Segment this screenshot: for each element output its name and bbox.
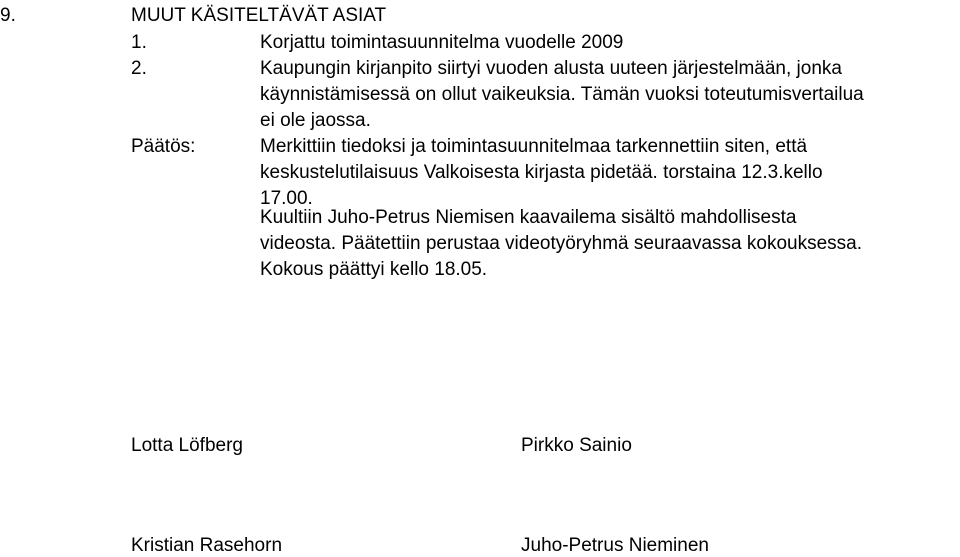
item-text-line: Kaupungin kirjanpito siirtyi vuoden alusta uuteen järjestelmään, jonka	[260, 58, 842, 79]
item-number: 2.	[131, 58, 147, 79]
decision-text-line: Kokous päättyi kello 18.05.	[260, 259, 488, 280]
decision-text-line: Kuultiin Juho-Petrus Niemisen kaavailema sisältö mahdollisesta	[260, 207, 797, 228]
decision-text-line: 17.00.	[260, 188, 313, 209]
decision-text-line: videosta. Päätettiin perustaa videotyöryhmä seuraavassa kokouksessa.	[260, 233, 862, 254]
decision-text-line: keskustelutilaisuus Valkoisesta kirjasta pidetää. torstaina 12.3.kello	[260, 162, 823, 183]
item-number: 1.	[131, 32, 147, 53]
section-title: MUUT KÄSITELTÄVÄT ASIAT	[131, 5, 387, 26]
signature-name: Lotta Löfberg	[131, 435, 243, 456]
item-text-line: Korjattu toimintasuunnitelma vuodelle 2009	[260, 32, 624, 53]
signature-name: Juho-Petrus Nieminen	[521, 535, 709, 556]
decision-label: Päätös:	[131, 136, 196, 157]
signature-name: Pirkko Sainio	[521, 435, 632, 456]
signature-name: Kristian Rasehorn	[131, 535, 283, 556]
item-text-line: käynnistämisessä on ollut vaikeuksia. Tämän vuoksi toteutumisvertailua	[260, 84, 864, 105]
section-number: 9.	[0, 5, 16, 26]
item-text-line: ei ole jaossa.	[260, 110, 371, 131]
decision-text-line: Merkittiin tiedoksi ja toimintasuunnitelmaa tarkennettiin siten, että	[260, 136, 808, 157]
